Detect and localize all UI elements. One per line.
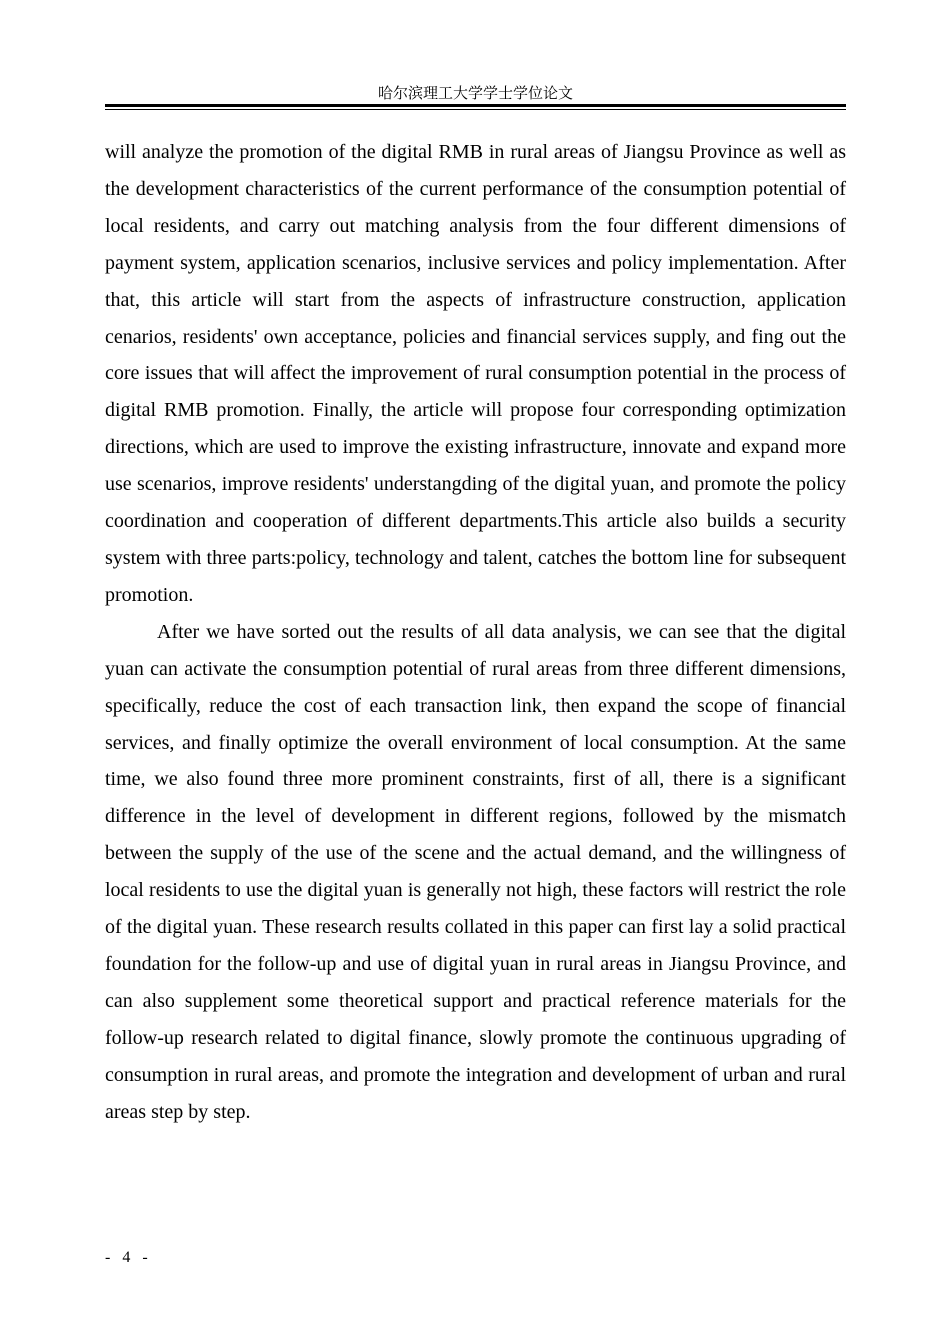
page-number: - 4 - [105, 1249, 152, 1266]
header-rule-thick [105, 104, 846, 107]
paragraph-2: After we have sorted out the results of all data analysis, we can see that the digital yuan can activate the consumption potential of rural areas from three different dimensions, specifically, reduce the cost of each transaction link, then expand the scope of financial services, and finally optimize the overall environment of local consumption. At the same time, we also found three more prominent constraints, first of all, there is a significant difference in the level of development in different regions, followed by the mismatch between the supply of the use of the scene and the actual demand, and the willingness of local residents to use the digital yuan is generally not high, these factors will restrict the role of the digital yuan. These research results collated in this paper can first lay a solid practical foundation for the follow-up and use of digital yuan in rural areas in Jiangsu Province, and can also supplement some theoretical support and practical reference materials for the follow-up research related to digital finance, slowly promote the continuous upgrading of consumption in rural areas, and promote the integration and development of urban and rural areas step by step. [105, 620, 846, 1123]
body-text [105, 134, 846, 1130]
header-rule-thin [105, 109, 846, 110]
running-header: 哈尔滨理工大学学士学位论文 [377, 84, 573, 102]
paragraph-1: will analyze the promotion of the digital RMB in rural areas of Jiangsu Province as well as the development characteristics of the current performance of the consumption potential of local residents, and carry out matching analysis from the four different dimensions of payment system, application scenarios, inclusive services and policy implementation. After that, this article will start from the aspects of infrastructure construction, application cenarios, residents' own acceptance, policies and financial services supply, and fing out the core issues that will affect the improvement of rural consumption potential in the process of digital RMB promotion. Finally, the article will propose four corresponding optimization directions, which are used to improve the existing infrastructure, innovate and expand more use scenarios, improve residents' understangding of the digital yuan, and promote the policy coordination and cooperation of different departments.This article also builds a security system with three parts:policy, technology and talent, catches the bottom line for subsequent promotion. [105, 141, 846, 606]
